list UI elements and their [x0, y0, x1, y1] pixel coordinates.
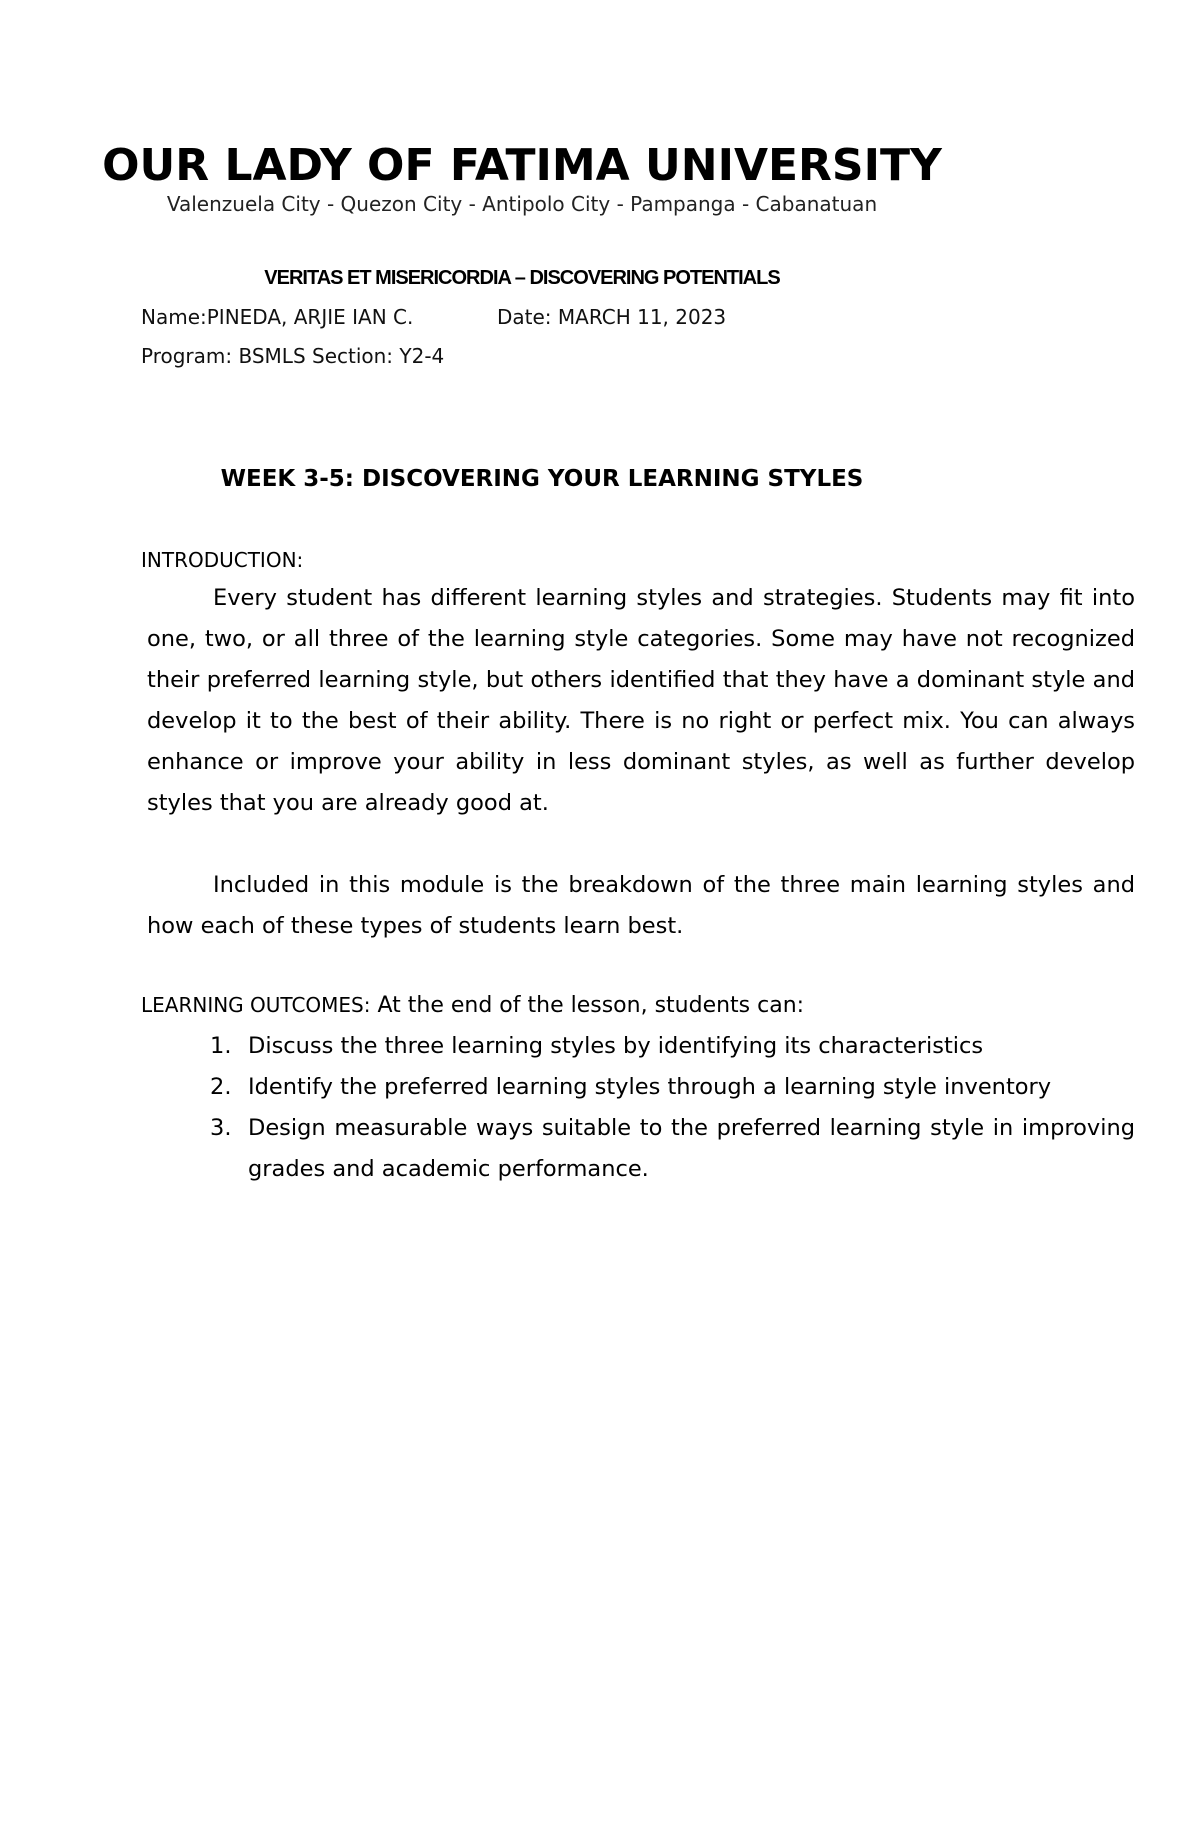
university-name: OUR LADY OF FATIMA UNIVERSITY	[102, 140, 942, 191]
list-item	[210, 1026, 1135, 1067]
student-name: Name:PINEDA, ARJIE IAN C.	[141, 305, 414, 329]
list-item-number: 1.	[210, 1033, 232, 1059]
program-section: Program: BSMLS Section: Y2-4	[141, 344, 445, 368]
list-item-text: Design measurable ways suitable to the preferred learning style in improving grades and academic performance.	[248, 1115, 1135, 1182]
university-motto: VERITAS ET MISERICORDIA – DISCOVERING POTENTIALS	[264, 267, 780, 289]
list-item	[210, 1067, 1135, 1108]
learning-outcomes-list	[210, 1026, 1135, 1190]
introduction-paragraph-1: Every student has different learning styles and strategies. Students may fit into one, two, or all three of the learning style categories. Some may have not recognized their preferred learning style, but others identified that they have a dominant style and develop it to the best of their ability. There is no right or perfect mix. You can always enhance or improve your ability in less dominant styles, as well as further develop styles that you are already good at.	[147, 585, 1135, 816]
introduction-heading: INTRODUCTION:	[141, 548, 304, 572]
list-item-text: Identify the preferred learning styles through a learning style inventory	[248, 1074, 1052, 1100]
learning-outcomes-intro	[141, 993, 804, 1018]
list-item-text: Discuss the three learning styles by identifying its characteristics	[248, 1033, 984, 1059]
list-item-number: 3.	[210, 1115, 232, 1141]
module-title: WEEK 3-5: DISCOVERING YOUR LEARNING STYLES	[220, 466, 864, 492]
list-item	[210, 1108, 1135, 1190]
list-item-number: 2.	[210, 1074, 232, 1100]
submission-date: Date: MARCH 11, 2023	[497, 305, 727, 329]
learning-outcomes-lead: At the end of the lesson, students can:	[370, 993, 805, 1018]
learning-outcomes-heading: LEARNING OUTCOMES:	[141, 993, 371, 1017]
introduction-paragraph-2: Included in this module is the breakdown of the three main learning styles and how each of these types of students learn best.	[147, 872, 1135, 939]
campus-list: Valenzuela City - Quezon City - Antipolo City - Pampanga - Cabanatuan	[166, 192, 878, 216]
